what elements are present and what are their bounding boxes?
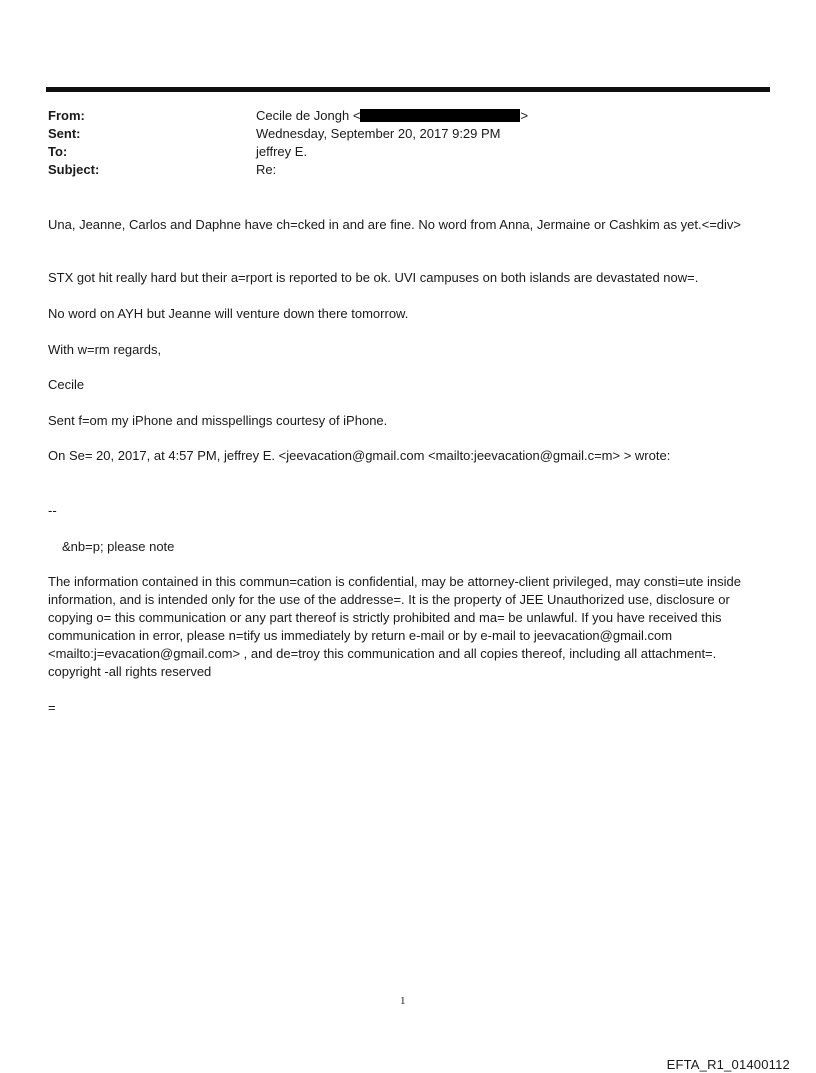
trailing-equals: =: [48, 700, 56, 715]
header-divider: [46, 87, 770, 92]
document-id: EFTA_R1_01400112: [666, 1057, 790, 1072]
redaction-bar: [360, 109, 520, 122]
disclaimer-paragraph: The information contained in this commun=cation is confidential, may be attorney-client privileged, may consti=ute inside information, and is intended only for the use of the addresse=. It is the property of JEE Unauthorized use, disclosure or copying o= this communication or any part thereof is strictly prohibited and ma= be unlawful. If you have received this communication in error, please n=tify us immediately by return e-mail or by e-mail to jeevacation@gmail.com <mailto:j=evacation@gmail.com> , and de=troy this communication and all copies thereof, including all attachment=. copyright -all rights reserved: [48, 574, 741, 679]
sent-label: Sent:: [48, 126, 81, 141]
page-number: 1: [400, 995, 406, 1007]
subject-value: Re:: [256, 162, 277, 177]
to-label: To:: [48, 144, 68, 159]
quoted-header: On Se= 20, 2017, at 4:57 PM, jeffrey E. <jeevacation@gmail.com <mailto:jeevacation@gmail.c=m> > wrote:: [48, 448, 671, 463]
body-paragraph: Sent f=om my iPhone and misspellings courtesy of iPhone.: [48, 413, 388, 428]
body-paragraph: STX got hit really hard but their a=rport is reported to be ok. UVI campuses on both islands are devastated now=.: [48, 270, 699, 285]
from-label: From:: [48, 108, 85, 123]
body-paragraph: No word on AYH but Jeanne will venture down there tomorrow.: [48, 306, 409, 321]
sent-value: Wednesday, September 20, 2017 9:29 PM: [256, 126, 501, 141]
body-paragraph: Una, Jeanne, Carlos and Daphne have ch=cked in and are fine. No word from Anna, Jermaine or Cashkim as yet.<=div>: [48, 217, 741, 232]
please-note: &nb=p; please note: [62, 539, 175, 554]
from-close: >: [520, 108, 529, 123]
to-value: jeffrey E.: [256, 144, 308, 159]
from-name: Cecile de Jongh <: [256, 108, 361, 123]
signature-separator: --: [48, 503, 57, 518]
subject-label: Subject:: [48, 162, 100, 177]
body-paragraph: Cecile: [48, 377, 85, 392]
from-value: [256, 107, 528, 125]
body-paragraph: With w=rm regards,: [48, 342, 162, 357]
